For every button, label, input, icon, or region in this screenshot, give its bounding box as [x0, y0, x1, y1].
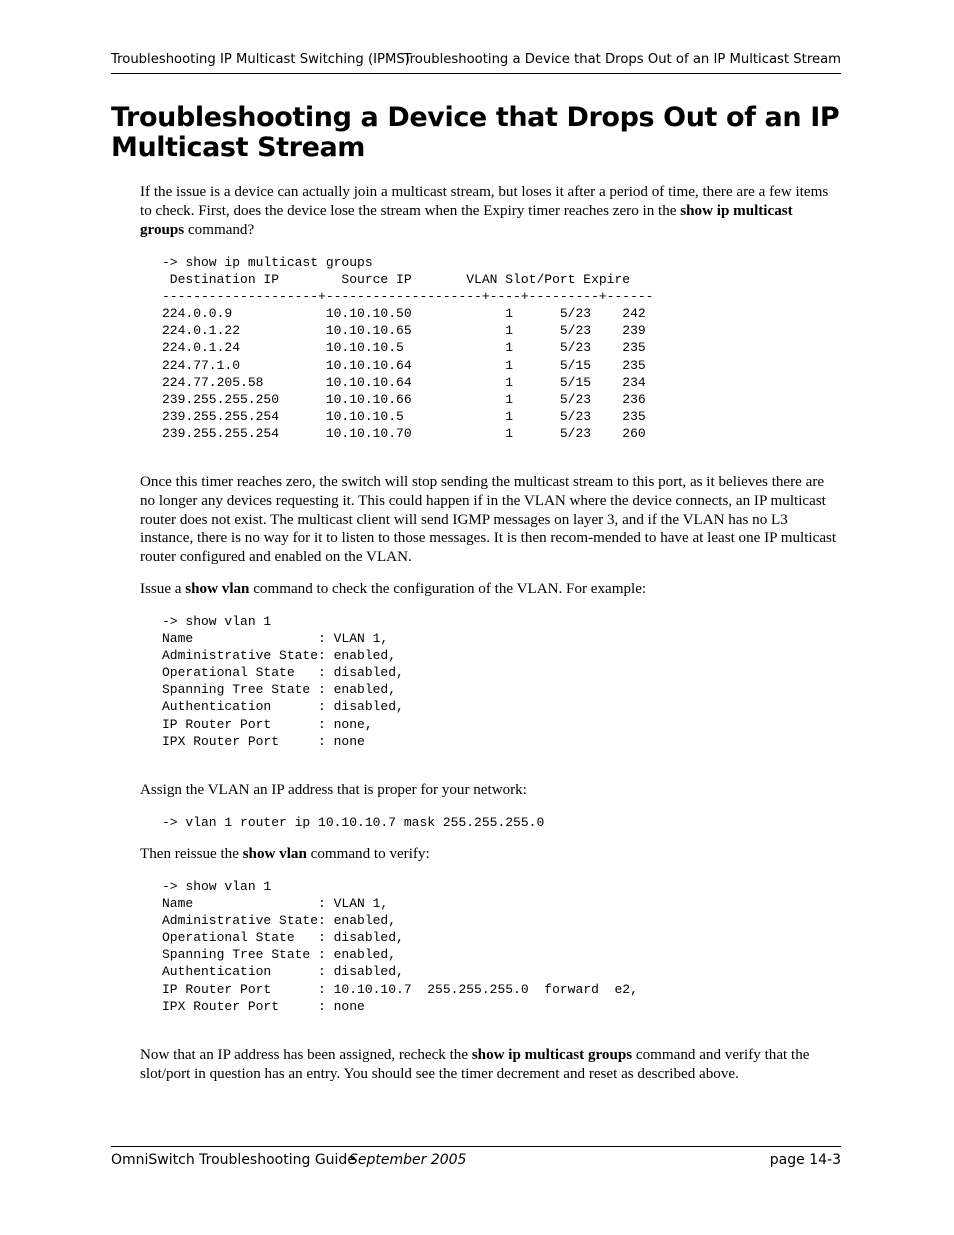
- code-line: IPX Router Port : none: [162, 998, 365, 1014]
- show-vlan-output: [162, 613, 404, 750]
- assign-ip-paragraph: Assign the VLAN an IP address that is proper for your network:: [140, 782, 527, 798]
- code-line: Administrative State: enabled,: [162, 913, 397, 929]
- code-row: 224.0.1.22 10.10.10.65 1 5/23 239: [162, 323, 646, 339]
- header-rule: [111, 73, 841, 74]
- code-line: Operational State : disabled,: [162, 665, 404, 681]
- code-row: 239.255.255.254 10.10.10.5 1 5/23 235: [162, 408, 646, 424]
- code-row: 224.77.205.58 10.10.10.64 1 5/15 234: [162, 374, 646, 390]
- code-line: Name : VLAN 1,: [162, 631, 389, 647]
- issue-command: show vlan: [185, 581, 250, 597]
- reissue-paragraph: [140, 845, 840, 864]
- vlan-router-ip-command: [162, 814, 544, 831]
- code-line: -> vlan 1 router ip 10.10.10.7 mask 255.255.255.0: [162, 815, 545, 830]
- intro-command: show ip multicast groups: [140, 202, 793, 238]
- code-line: -> show vlan 1: [162, 879, 272, 894]
- code-line: Operational State : disabled,: [162, 930, 404, 946]
- code-row: 239.255.255.254 10.10.10.70 1 5/23 260: [162, 425, 646, 441]
- recheck-paragraph: [140, 1046, 840, 1084]
- running-header: [111, 52, 841, 72]
- code-line: Administrative State: enabled,: [162, 648, 397, 664]
- code-row: 224.0.1.24 10.10.10.5 1 5/23 235: [162, 340, 646, 356]
- code-line: IP Router Port : none,: [162, 716, 373, 732]
- reissue-text-1: Then reissue the: [140, 846, 243, 862]
- footer-page-number: page 14-3: [769, 1152, 841, 1168]
- code-line: Authentication : disabled,: [162, 964, 404, 980]
- reissue-command: show vlan: [242, 846, 307, 862]
- issue-show-vlan-paragraph: [140, 580, 840, 599]
- intro-paragraph: [140, 183, 840, 239]
- code-line: IPX Router Port : none: [162, 733, 365, 749]
- footer-guide-title: OmniSwitch Troubleshooting Guide: [111, 1152, 356, 1168]
- code-column-header: Destination IP Source IP VLAN Slot/Port Expire: [162, 272, 631, 288]
- code-line: Name : VLAN 1,: [162, 896, 389, 912]
- code-line: Spanning Tree State : enabled,: [162, 947, 397, 963]
- code-line: IP Router Port : 10.10.10.7 255.255.255.0 forward e2,: [162, 981, 638, 997]
- page-title: Troubleshooting a Device that Drops Out of an IP Multicast Stream: [111, 102, 840, 163]
- show-vlan-verify-output: [162, 878, 638, 1015]
- recheck-text-1: Now that an IP address has been assigned, recheck the: [140, 1047, 472, 1063]
- timer-explanation-paragraph: Once this timer reaches zero, the switch will stop sending the multicast stream to this port, as it believes there are no longer any devices requesting it. This could happen if in the VLAN where the device connects, an IP multicast router does not exist. The multicast client will send IGMP messages on layer 3, and if the VLAN has no L3 instance, there is no way for it to listen to those messages. It is then recom-mended to have at least one IP multicast router configured and enabled on the VLAN.: [140, 474, 837, 566]
- footer-rule: [111, 1146, 841, 1147]
- code-prompt: -> show ip multicast groups: [162, 255, 373, 270]
- intro-text-2: command?: [184, 221, 255, 238]
- recheck-command: show ip multicast groups: [471, 1047, 633, 1063]
- multicast-groups-output: [162, 254, 653, 442]
- intro-text-1: If the issue is a device can actually join a multicast stream, but loses it after a period of time, there are a few items to check. First, does the device lose the stream when the Expiry timer reaches zero in the: [140, 184, 829, 219]
- header-section: Troubleshooting a Device that Drops Out of an IP Multicast Stream: [403, 52, 841, 67]
- code-line: Spanning Tree State : enabled,: [162, 682, 397, 698]
- recheck-text-2: command and verify that the slot/port in question has an entry. You should see the timer decrement and reset as described above.: [140, 1047, 810, 1082]
- code-row: 224.0.0.9 10.10.10.50 1 5/23 242: [162, 306, 646, 322]
- code-row: 239.255.255.250 10.10.10.66 1 5/23 236: [162, 391, 646, 407]
- code-line: -> show vlan 1: [162, 614, 272, 629]
- issue-text-1: Issue a: [140, 581, 186, 597]
- code-row: 224.77.1.0 10.10.10.64 1 5/15 235: [162, 357, 646, 373]
- footer-date: September 2005: [349, 1152, 467, 1168]
- reissue-text-2: command to verify:: [306, 846, 430, 862]
- issue-text-2: command to check the configuration of the VLAN. For example:: [249, 581, 647, 597]
- page-footer: [111, 1152, 841, 1172]
- code-line: Authentication : disabled,: [162, 699, 404, 715]
- header-chapter: Troubleshooting IP Multicast Switching (IPMS): [111, 52, 410, 67]
- code-separator: --------------------+--------------------+----+---------+------: [162, 289, 654, 305]
